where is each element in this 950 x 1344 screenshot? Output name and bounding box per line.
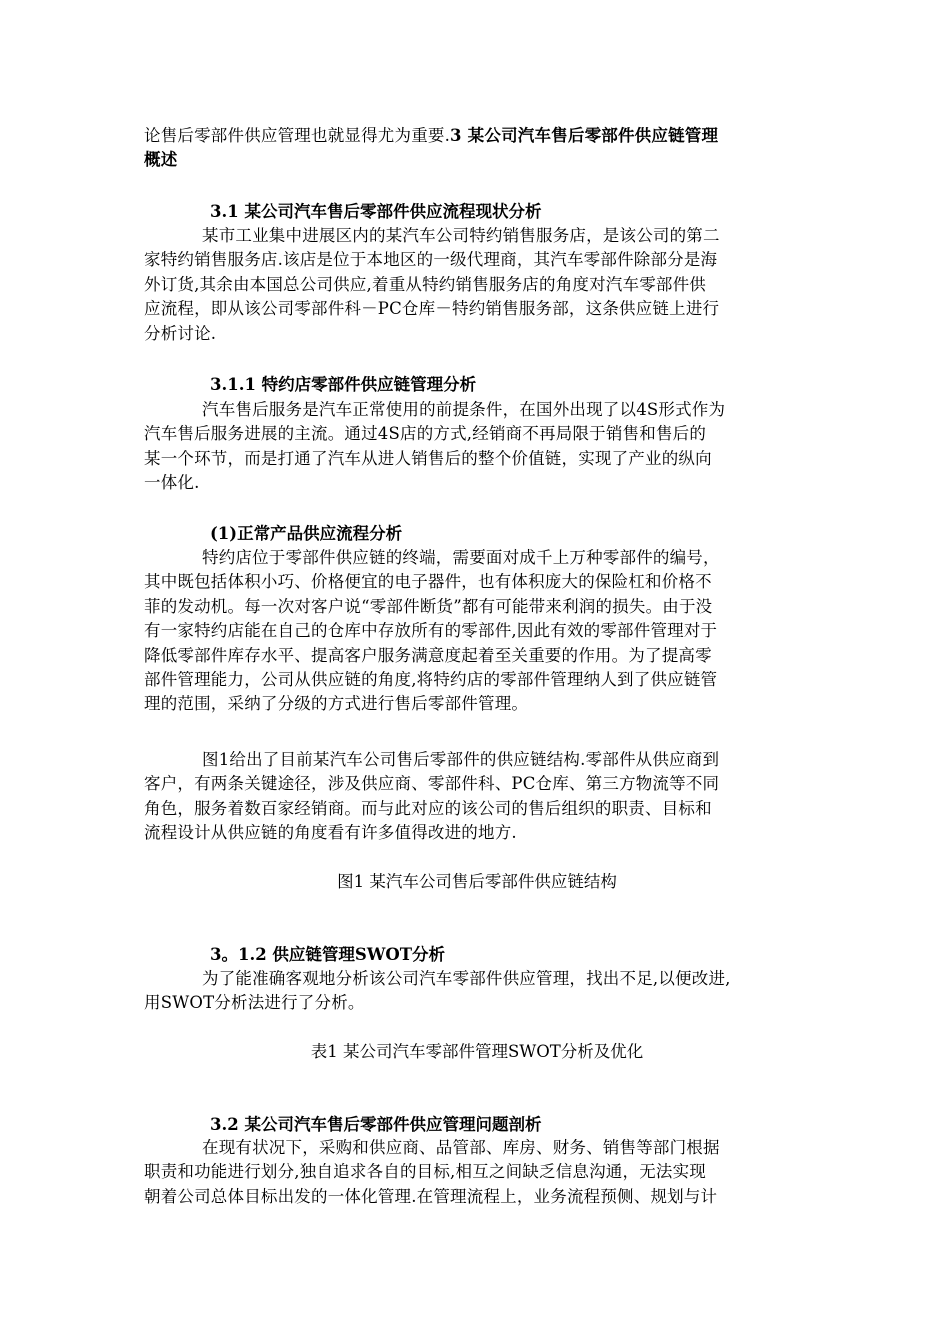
paragraph-line: 特约店位于零部件供应链的终端，需要面对成千上万种零部件的编号， (202, 548, 720, 567)
section-3-1-1-paragraph (144, 398, 810, 496)
intro-paragraph (144, 124, 810, 173)
paragraph-line: 外订货,其余由本国总公司供应,着重从特约销售服务店的角度对汽车零部件供 (144, 274, 706, 294)
section-3-1-paragraph (144, 224, 810, 346)
paragraph-line: 家特约销售服务店.该店是位于本地区的一级代理商，其汽车零部件除部分是海 (144, 250, 718, 270)
paragraph-line: 在现有状况下，采购和供应商、品管部、库房、财务、销售等部门根据 (202, 1138, 720, 1157)
paragraph-line: 理的范围，采纳了分级的方式进行售后零部件管理。 (144, 694, 529, 714)
section-3-1-2-heading: 3。1.2 供应链管理SWOT分析 (210, 945, 446, 964)
section-3-1-1-heading: 3.1.1 特约店零部件供应链管理分析 (210, 375, 477, 394)
paragraph-line: 有一家特约店能在自己的仓库中存放所有的零部件,因此有效的零部件管理对于 (144, 621, 718, 641)
section-3-heading-cont: 概述 (144, 150, 178, 170)
paragraph-line: 其中既包括体积小巧、价格便宜的电子器件，也有体积庞大的保险杠和价格不 (144, 572, 712, 592)
paragraph-line: 用SWOT分析法进行了分析。 (144, 993, 365, 1013)
paragraph-line: 某市工业集中进展区内的某汽车公司特约销售服务店，是该公司的第二 (202, 226, 720, 245)
paragraph-line: 朝着公司总体目标出发的一体化管理.在管理流程上，业务流程预侧、规划与计 (144, 1186, 718, 1206)
section-3-1-2-paragraph (144, 967, 810, 1016)
paragraph-line: 流程设计从供应链的角度看有许多值得改进的地方. (144, 823, 517, 843)
paragraph-line: 部件管理能力，公司从供应链的角度,将特约店的零部件管理纳人到了供应链管 (144, 670, 718, 690)
figure-paragraph (144, 748, 810, 846)
table-1-caption: 表1 某公司汽车零部件管理SWOT分析及优化 (310, 1042, 644, 1061)
intro-line-1-text: 论售后零部件供应管理也就显得尤为重要. (144, 126, 451, 145)
section-3-1-heading: 3.1 某公司汽车售后零部件供应流程现状分析 (210, 202, 542, 221)
normal-flow-heading: (1)正常产品供应流程分析 (210, 524, 403, 543)
paragraph-line: 降低零部件库存水平、提高客户服务满意度起着至关重要的作用。为了提高零 (144, 645, 712, 665)
paragraph-line: 汽车售后服务是汽车正常使用的前提条件，在国外出现了以4S形式作为 (202, 400, 726, 419)
section-3-2-heading: 3.2 某公司汽车售后零部件供应管理问题剖析 (210, 1115, 542, 1134)
paragraph-line: 菲的发动机。每一次对客户说“零部件断货”都有可能带来利润的损失。由于没 (144, 596, 713, 616)
paragraph-line: 图1给出了目前某汽车公司售后零部件的供应链结构.零部件从供应商到 (202, 750, 720, 769)
paragraph-line: 应流程，即从该公司零部件科－PC仓库－特约销售服务部，这条供应链上进行 (144, 299, 720, 319)
paragraph-line: 为了能准确客观地分析该公司汽车零部件供应管理，找出不足,以便改进, (202, 969, 731, 988)
figure-1-caption: 图1 某汽车公司售后零部件供应链结构 (337, 872, 617, 891)
intro-line-1 (144, 124, 810, 148)
paragraph-line: 汽车售后服务进展的主流。通过4S店的方式,经销商不再局限于销售和售后的 (144, 424, 707, 444)
normal-flow-paragraph (144, 546, 810, 717)
section-3-2-paragraph (144, 1136, 810, 1209)
paragraph-line: 分析讨论. (144, 323, 217, 343)
paragraph-line: 某一个环节，而是打通了汽车从进人销售后的整个价值链，实现了产业的纵向 (144, 448, 712, 468)
paragraph-line: 职责和功能进行划分,独自追求各自的目标,相互之间缺乏信息沟通，无法实现 (144, 1162, 706, 1182)
paragraph-line: 客户，有两条关键途径，涉及供应商、零部件科、PC仓库、第三方物流等不同 (144, 774, 720, 794)
section-3-heading: 3 某公司汽车售后零部件供应链管理 (450, 126, 719, 145)
paragraph-line: 一体化. (144, 473, 200, 493)
paragraph-line: 角色，服务着数百家经销商。而与此对应的该公司的售后组织的职责、目标和 (144, 798, 712, 818)
